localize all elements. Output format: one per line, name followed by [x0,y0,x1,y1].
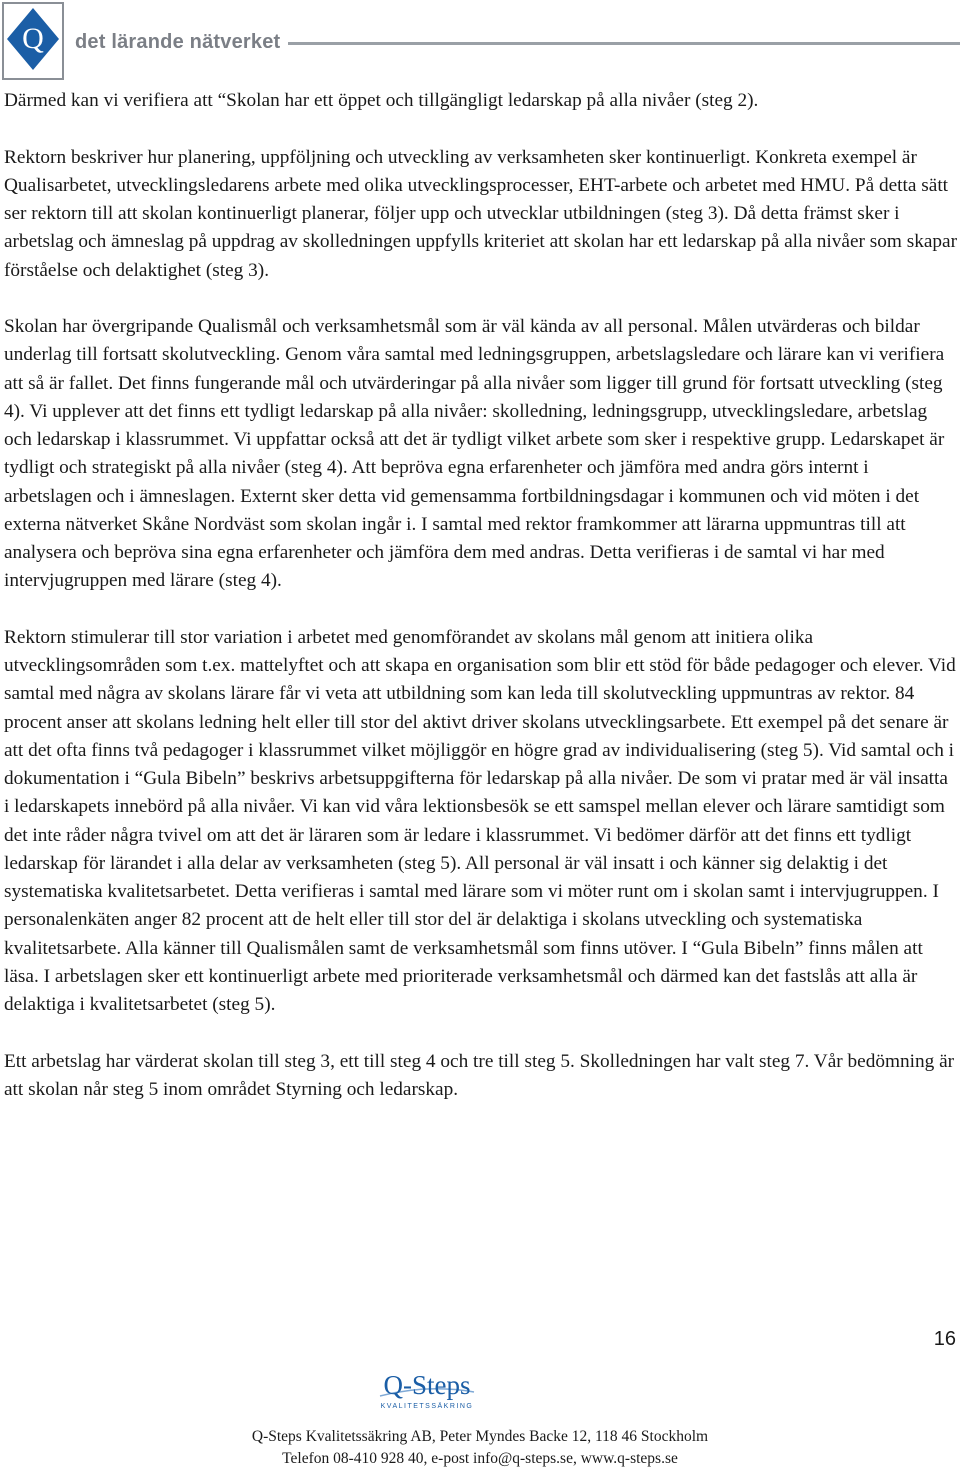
footer-address: Q-Steps Kvalitetssäkring AB, Peter Myndes Backe 12, 118 46 Stockholm [251,1428,709,1445]
q-logo [2,2,64,80]
paragraph-5: Ett arbetslag har värderat skolan till steg 3, ett till steg 4 och tre till steg 5. Skolledningen har valt steg 7. Vår bedömning är att skolan når steg 5 inom området Styrning och ledarskap. [4,1050,955,1100]
q-steps-logo [372,1366,482,1414]
paragraph-2: Rektorn beskriver hur planering, uppföljning och utveckling av verksamheten sker kontinuerligt. Konkreta exempel är Qualisarbetet, utvecklingsledarens arbete med olika utvecklingsprocesser, EHT-arbete och arbetet med HMU. På detta sätt ser rektorn till att skolan kontinuerligt planerar, följer upp och utvecklar utbildningen (steg 3). Då detta främst sker i arbetslag och ämneslag på uppdrag av skolledningen uppfylls kriteriet att skolan har ett ledarskap på alla nivåer som skapar förståelse och delaktighet (steg 3). [4,146,958,281]
document-body [4,87,958,1132]
paragraph-1: Därmed kan vi verifiera att “Skolan har ett öppet och tillgängligt ledarskap på alla nivåer (steg 2). [4,90,759,111]
page-number: 16 [933,1328,956,1350]
brand-wordmark: det lärande nätverket [75,31,281,53]
paragraph-3: Skolan har övergripande Qualismål och verksamhetsmål som är väl kända av all personal. Målen utvärderas och bildar underlag till fortsatt skolutveckling. Genom våra samtal med ledningsgruppen, arbetslagsledare och lärare kan vi verifiera att så är fallet. Det finns fungerande mål och utvärderingar på alla nivåer som ligger till grund för fortsatt utveckling (steg 4). Vi upplever att det finns ett tydligt ledarskap på alla nivåer: skolledning, ledningsgrupp, utvecklingsledare, arbetslag och ledarskap i klassrummet. Vi uppfattar också att det är tydligt vilket arbete som sker i respektive grupp. Ledarskapet är tydligt och strategiskt på alla nivåer (steg 4). Att bepröva egna erfarenheter och jämföra med andra görs internt i arbetslagen och i ämneslagen. Externt sker detta vid gemensamma fortbildningsdagar i kommunen och vid möten i det externa nätverket Skåne Nordväst som skolan ingår i. I samtal med rektor framkommer att lärarna uppmuntras till att analysera och bepröva sina egna erfarenheter och jämföra dem med andras. Detta verifieras i de samtal vi har med intervjugruppen med lärare (steg 4). [4,316,945,592]
paragraph-4: Rektorn stimulerar till stor variation i arbetet med genomförandet av skolans mål genom att initiera olika utvecklingsområden som t.ex. mattelyftet och att skapa en organisation som blir ett stöd för både pedagoger och elever. Vid samtal med några av skolans lärare får vi veta att utbildning som kan leda till skolutveckling uppmuntras av rektor. 84 procent anser att skolans ledning helt eller till stor del aktivt driver skolans utvecklingsarbete. Ett exempel på det senare är att det ofta finns två pedagoger i klassrummet vilket möjliggör en högre grad av individualisering (steg 5). Vid samtal och i dokumentation i “Gula Bibeln” beskrivs arbetsuppgifterna för ledarskap på alla nivåer. De som vi pratar med är väl insatta i ledarskapets innebörd på alla nivåer. Vi kan vid våra lektionsbesök se ett samspel mellan elever och lärare samtidigt som det inte råder några tvivel om att det är läraren som är ledare i klassrummet. Vi bedömer därför att det finns ett tydligt ledarskap för lärandet i alla delar av verksamheten (steg 5). All personal är väl insatt i och känner sig delaktig i det systematiska kvalitetsarbetet. Detta verifieras i samtal med lärare som vi möter runt om i skolan samt i intervjugruppen. I personalenkäten anger 82 procent att de helt eller till stor del är delaktiga i skolans utveckling och systematiska kvalitetsarbete. Alla känner till Qualismålen samt de verksamhetsmål som finns utöver. I “Gula Bibeln” finns målen att läsa. I arbetslagen sker ett kontinuerligt arbete med prioriterade verksamhetsmål och därmed kan det fastslås att alla är delaktiga i kvalitetsarbetet (steg 5). [4,626,956,1015]
logo-name: Q-Steps [383,1370,471,1400]
footer-contact: Telefon 08-410 928 40, e-post info@q-steps.se, www.q-steps.se [282,1450,678,1467]
logo-letter: Q [22,22,44,55]
header-divider [288,42,960,45]
logo-tagline: KVALITETSSÄKRING [380,1403,474,1410]
